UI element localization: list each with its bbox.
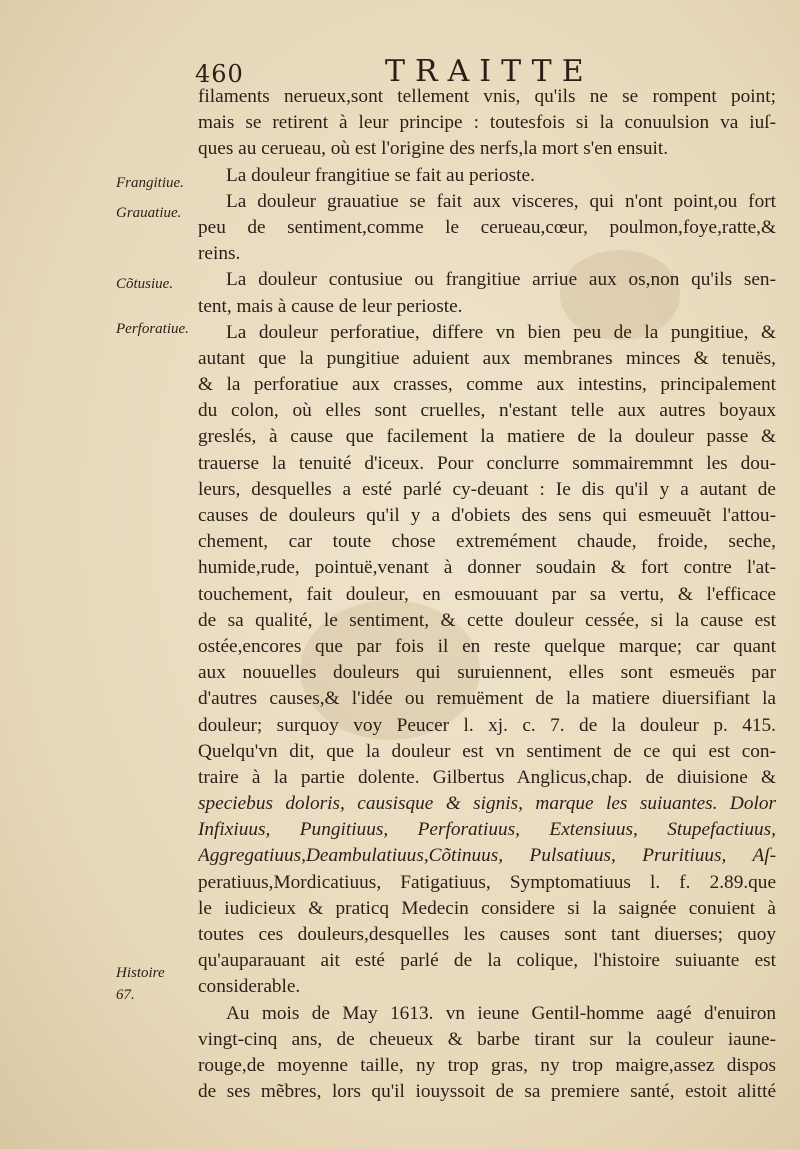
text-line: du colon, où elles sont cruelles, n'estant telle aux autres boyaux — [198, 400, 776, 422]
text-line: mais se retirent à leur principe : toutesfois si la conuulsion va iuſ- — [198, 112, 776, 134]
text-line: traire à la partie dolente. Gilbertus Anglicus,chap. de diuisione & — [198, 766, 776, 788]
margin-note-histoire: Histoire 67. — [116, 965, 165, 1003]
text-line: La douleur contusiue ou frangitiue arriue aux os,non qu'ils sen- — [226, 269, 776, 291]
text-line: rouge,de moyenne taille, ny trop gras, ny trop maigre,assez dispos — [198, 1054, 776, 1076]
margin-note-perforatiue: Perforatiue. — [116, 321, 189, 337]
text-line: d'autres causes,& l'idée ou remuëment de la matiere diuersifiant la — [198, 688, 776, 710]
text-line: greslés, à cause que facilement la matiere de la douleur passe & — [198, 426, 776, 448]
text-line: leurs, desquelles a esté parlé cy-deuant : Ie dis qu'il y a autant de — [198, 478, 776, 500]
margin-note-frangitiue: Frangitiue. — [116, 175, 184, 191]
text-line: toutes ces douleurs,desquelles les causes sont tant diuerses; quoy — [198, 924, 776, 945]
text-line: La douleur grauatiue se fait aux visceres, qui n'ont point,ou fort — [226, 190, 776, 212]
text-line: ostée,encores que par fois il en reste quelque marque; car quant — [198, 635, 776, 657]
page-number: 460 — [195, 60, 244, 88]
text-line: ques au cerueau, où est l'origine des nerfs,la mort s'en ensuit. — [198, 138, 669, 160]
text-line: La douleur perforatiue, differe vn bien peu de la pungitiue, & — [226, 321, 776, 343]
text-line: speciebus doloris, causisque & signis, marque les suiuantes. Dolor — [198, 793, 776, 815]
text-line: de ses mẽbres, lors qu'il iouyssoit de sa premiere santé, estoit alitté — [198, 1081, 776, 1103]
text-line: & la perforatiue aux crasses, comme aux intestins, principalement — [198, 374, 776, 396]
text-line: le iudicieux & praticq Medecin considere si la saignée conuient à — [198, 897, 776, 919]
text-line: peu de sentiment,comme le cerueau,cœur, poulmon,foye,ratte,& — [198, 216, 776, 238]
text-line: vingt-cinq ans, de cheueux & barbe tirant sur la couleur iaune- — [198, 1028, 776, 1050]
text-line: autant que la pungitiue aduient aux membranes minces & tenuës, — [198, 347, 776, 369]
text-line: filaments nerueux,sont tellement vnis, qu'ils ne se rompent point; — [198, 86, 776, 107]
running-title: TRAITTE — [385, 54, 594, 89]
text-line: chement, car toute chose extremément chaude, froide, seche, — [198, 531, 776, 553]
margin-note-contusiue: Cõtusiue. — [116, 276, 174, 292]
text-line: douleur; surquoy voy Peucer l. xj. c. 7. de la douleur p. 415. — [198, 714, 776, 736]
text-line: Au mois de May 1613. vn ieune Gentil-homme aagé d'enuiron — [226, 1002, 776, 1024]
text-line: peratiuus,Mordicatiuus, Fatigatiuus, Symptomatiuus l. f. 2.89.que — [198, 871, 776, 893]
text-line: tent, mais à cause de leur perioste. — [198, 295, 463, 317]
text-line: Infixiuus, Pungitiuus, Perforatiuus, Extensiuus, Stupefactiuus, — [198, 819, 776, 841]
text-line: La douleur frangitiue se fait au perioste. — [226, 164, 535, 186]
text-line: causes de douleurs qu'il y a d'obiets des sens qui esmeuuẽt l'attou- — [198, 505, 776, 526]
text-line: humide,rude, pointuë,venant à donner soudain & fort contre l'at- — [198, 557, 776, 579]
text-line: reins. — [198, 243, 241, 265]
body-text — [198, 84, 776, 1105]
margin-note-grauatiue: Grauatiue. — [116, 205, 182, 221]
text-line: qu'auparauant ait esté parlé de la colique, l'histoire suiuante est — [198, 950, 776, 972]
text-line: touchement, fait douleur, en esmouuant par sa vertu, & l'efficace — [198, 583, 776, 605]
text-line: aux nouuelles douleurs qui suruiennent, elles sont esmeuës par — [198, 662, 776, 684]
text-line: Aggregatiuus,Deambulatiuus,Cõtinuus, Pulsatiuus, Pruritiuus, Aſ- — [198, 845, 776, 867]
text-line: trauerse la tenuité d'iceux. Pour conclurre sommairemmnt les dou- — [198, 452, 776, 474]
text-line: Quelqu'vn dit, que la douleur est vn sentiment de ce qui est con- — [198, 740, 776, 762]
text-line: de sa qualité, le sentiment, & cette douleur cessée, si la cause est — [198, 609, 776, 631]
text-line: considerable. — [198, 976, 301, 998]
